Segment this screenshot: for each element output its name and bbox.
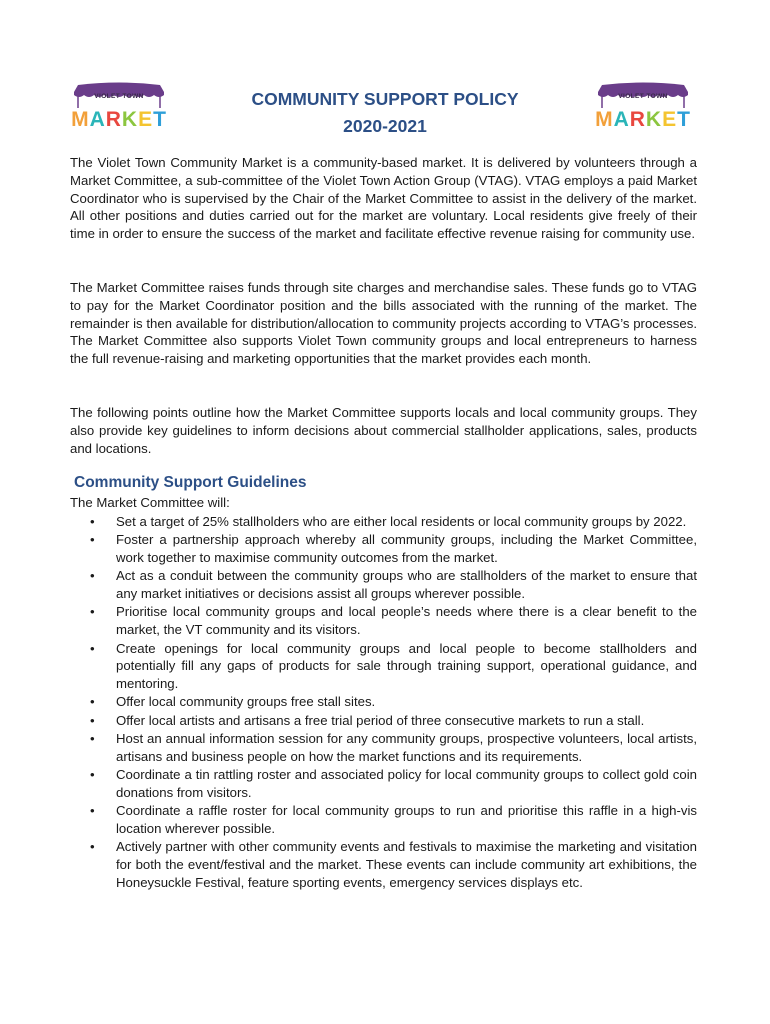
list-item-text: Prioritise local community groups and local people’s needs where there is a clear benefit to the market, the VT community and its visitors.	[116, 604, 697, 638]
list-item	[70, 513, 697, 531]
logo-letter: E	[662, 108, 678, 131]
logo-letter: A	[613, 108, 630, 131]
logo-letter: T	[677, 108, 691, 131]
bullet-icon: •	[90, 767, 95, 783]
logo-letter: R	[629, 108, 646, 131]
violet-town-market-logo-right	[594, 82, 692, 132]
bullet-icon: •	[90, 731, 95, 747]
logo-letter: K	[121, 108, 139, 131]
bullet-icon: •	[90, 514, 95, 529]
list-item	[70, 838, 697, 891]
list-item	[70, 730, 697, 766]
paragraph-intro: The Violet Town Community Market is a community-based market. It is delivered by volunteers through a Market Committee, a sub-committee of the Violet Town Action Group (VTAG). VTAG employs a paid Market Coordinator who is supervised by the Chair of the Market Committee to assist in the delivery of the market. All other positions and duties carried out for the market are voluntary. Local residents give freely of their time in order to ensure the success of the market and facilitate effective revenue raising for community use.	[70, 155, 697, 242]
list-item-text: Offer local community groups free stall sites.	[116, 694, 376, 710]
bullet-icon: •	[90, 640, 95, 656]
list-item	[70, 603, 697, 639]
list-item	[70, 640, 697, 693]
logo-market-word	[70, 109, 168, 131]
bullet-icon: •	[90, 694, 95, 710]
logo-letter: A	[89, 108, 106, 131]
list-item-text: Actively partner with other community events and festivals to maximise the marketing and visitation for both the event/festival and the market. These events can include community art exhibitions, the Honeysuckle Festival, feature sporting events, emergency services displays etc.	[116, 839, 697, 890]
bullet-icon: •	[90, 532, 95, 548]
logo-letter: E	[138, 108, 154, 131]
bullet-icon: •	[90, 712, 95, 728]
guidelines-intro: The Market Committee will:	[70, 495, 230, 510]
paragraph-funding: The Market Committee raises funds through site charges and merchandise sales. These funds go to VTAG to pay for the Market Coordinator position and the bills associated with the running of the market. The remainder is then available for distribution/allocation to community projects according to VTAG’s processes. The Market Committee also supports Violet Town community groups and local entrepreneurs to harness the full revenue-raising and marketing opportunities that the market provides each month.	[70, 280, 697, 367]
violet-town-market-logo-left	[70, 82, 168, 132]
list-item-text: Host an annual information session for any community groups, prospective volunteers, local artists, artisans and business people on how the market functions and its requirements.	[116, 731, 697, 764]
bullet-icon: •	[90, 604, 95, 620]
guidelines-list	[70, 513, 697, 892]
list-item	[70, 712, 697, 730]
logo-letter: M	[71, 108, 90, 131]
list-item	[70, 693, 697, 711]
document-title: COMMUNITY SUPPORT POLICY	[251, 89, 519, 109]
list-item-text: Foster a partnership approach whereby all community groups, including the Market Committee, work together to maximise community outcomes from the market.	[116, 532, 697, 566]
logo-awning-text: VIOLET TOWN	[94, 93, 144, 100]
list-item	[70, 531, 697, 567]
bullet-icon: •	[90, 803, 95, 819]
section-heading-guidelines: Community Support Guidelines	[74, 474, 307, 491]
paragraph-outline: The following points outline how the Market Committee supports locals and local community groups. They also provide key guidelines to inform decisions about commercial stallholder applications, sales, products and locations.	[70, 405, 697, 456]
list-item	[70, 766, 697, 802]
list-item-text: Act as a conduit between the community groups who are stallholders of the market to ensure that any market initiatives or decisions assist all groups wherever possible.	[116, 568, 697, 602]
list-item-text: Set a target of 25% stallholders who are either local residents or local community groups by 2022.	[116, 514, 687, 529]
document-title-year: 2020-2021	[343, 116, 427, 136]
list-item-text: Coordinate a tin rattling roster and associated policy for local community groups to collect gold coin donations from visitors.	[116, 767, 697, 800]
logo-letter: K	[645, 108, 663, 131]
bullet-icon: •	[90, 839, 95, 855]
bullet-icon: •	[90, 568, 95, 584]
logo-awning-text: VIOLET TOWN	[618, 93, 668, 100]
logo-market-word	[594, 109, 692, 131]
list-item-text: Create openings for local community groups and local people to become stallholders and potentially fill any gaps of products for sale through training support, operational guidance, and mentoring.	[116, 640, 697, 692]
logo-letter: M	[595, 108, 614, 131]
list-item-text: Coordinate a raffle roster for local community groups to run and prioritise this raffle in a high-vis location wherever possible.	[116, 803, 697, 837]
list-item-text: Offer local artists and artisans a free trial period of three consecutive markets to run a stall.	[116, 712, 645, 728]
list-item	[70, 802, 697, 838]
logo-letter: R	[105, 108, 122, 131]
list-item	[70, 567, 697, 603]
logo-letter: T	[153, 108, 167, 131]
